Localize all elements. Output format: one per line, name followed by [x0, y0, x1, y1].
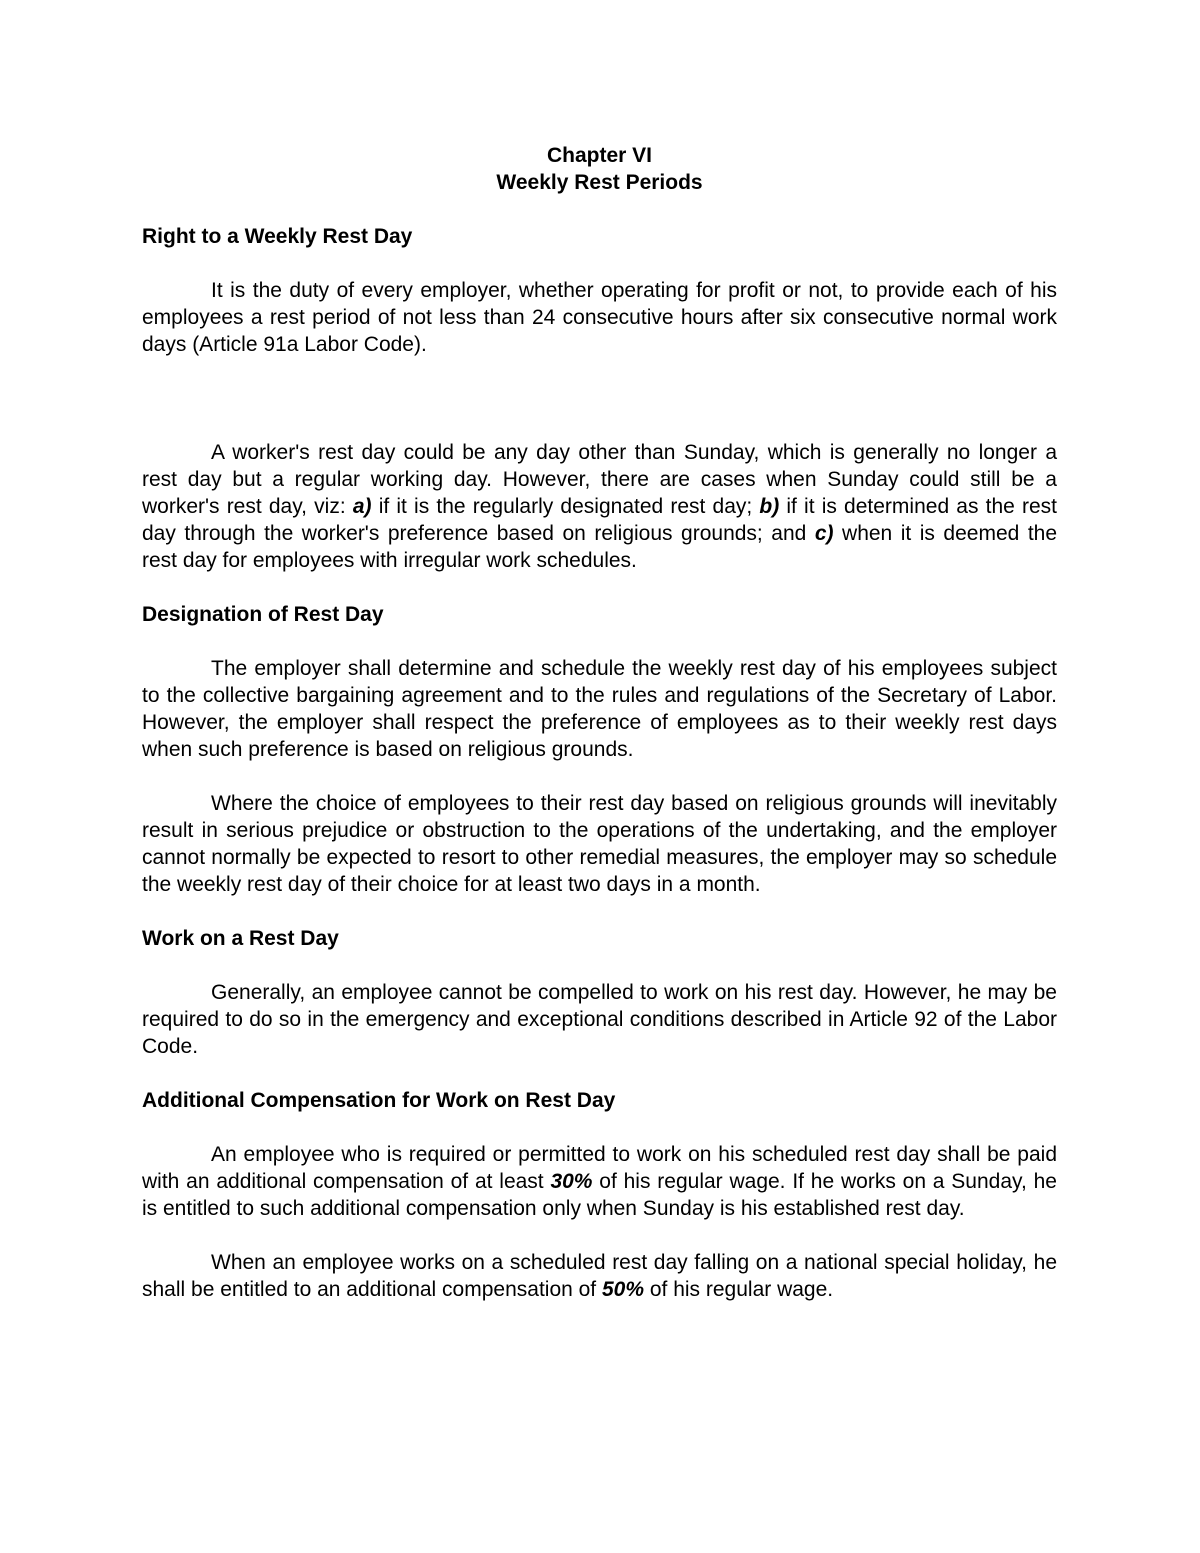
- paragraph-fifty-percent: [142, 1249, 1057, 1303]
- chapter-title-block: [142, 142, 1057, 196]
- text-span: of his regular wage.: [644, 1278, 834, 1301]
- text-span: An employee who is required or permitted to work on his scheduled rest day shall be paid with an additional compensation of at least: [142, 1143, 1057, 1193]
- rate-fifty-percent: 50%: [601, 1278, 645, 1301]
- text-span: when it is deemed the rest day for employees with irregular work schedules.: [142, 522, 1058, 572]
- text-span: of his regular wage. If he works on a Sunday, he is entitled to such additional compensation only when Sunday is his established rest day.: [142, 1170, 1057, 1220]
- paragraph-compelled-to-work: Generally, an employee cannot be compelled to work on his rest day. However, he may be required to do so in the emergency and exceptional conditions described in Article 92 of the Labor Code.: [142, 981, 1057, 1058]
- document-page: [142, 142, 1057, 1330]
- text-span: When an employee works on a scheduled rest day falling on a national special holiday, he shall be entitled to an additional compensation of: [142, 1251, 1057, 1301]
- list-marker-a: a): [352, 495, 372, 518]
- text-span: A worker's rest day could be any day other than Sunday, which is generally no longer a rest day but a regular working day. However, there are cases when Sunday could still be a worker's rest day, viz:: [142, 441, 1057, 518]
- chapter-number: Chapter VI: [546, 144, 653, 167]
- paragraph-sunday-rest-day: [142, 439, 1057, 574]
- section-heading-designation: Designation of Rest Day: [142, 603, 384, 626]
- paragraph-employer-determines: The employer shall determine and schedule the weekly rest day of his employees subject to the collective bargaining agreement and to the rules and regulations of the Secretary of Labor. However, the employer shall respect the preference of employees as to their weekly rest days when such preference is based on religious grounds.: [142, 657, 1057, 761]
- section-heading-work-on-rest-day: Work on a Rest Day: [142, 927, 339, 950]
- chapter-title: Weekly Rest Periods: [496, 171, 703, 194]
- paragraph-thirty-percent: [142, 1141, 1057, 1222]
- section-heading-right-to-rest-day: Right to a Weekly Rest Day: [142, 225, 413, 248]
- paragraph-duty-of-employer: It is the duty of every employer, whether operating for profit or not, to provide each of his employees a rest period of not less than 24 consecutive hours after six consecutive normal work days (Article 91a Labor Code).: [142, 279, 1057, 356]
- list-marker-b: b): [759, 495, 780, 518]
- text-span: if it is determined as the rest day through the worker's preference based on religious grounds; and: [142, 495, 1058, 545]
- rate-thirty-percent: 30%: [550, 1170, 593, 1193]
- section-heading-additional-compensation: Additional Compensation for Work on Rest Day: [142, 1089, 616, 1112]
- list-marker-c: c): [814, 522, 834, 545]
- paragraph-religious-grounds: Where the choice of employees to their rest day based on religious grounds will inevitably result in serious prejudice or obstruction to the operations of the undertaking, and the employer cannot normally be expected to resort to other remedial measures, the employer may so schedule the weekly rest day of their choice for at least two days in a month.: [142, 792, 1057, 896]
- text-span: if it is the regularly designated rest day;: [371, 495, 760, 518]
